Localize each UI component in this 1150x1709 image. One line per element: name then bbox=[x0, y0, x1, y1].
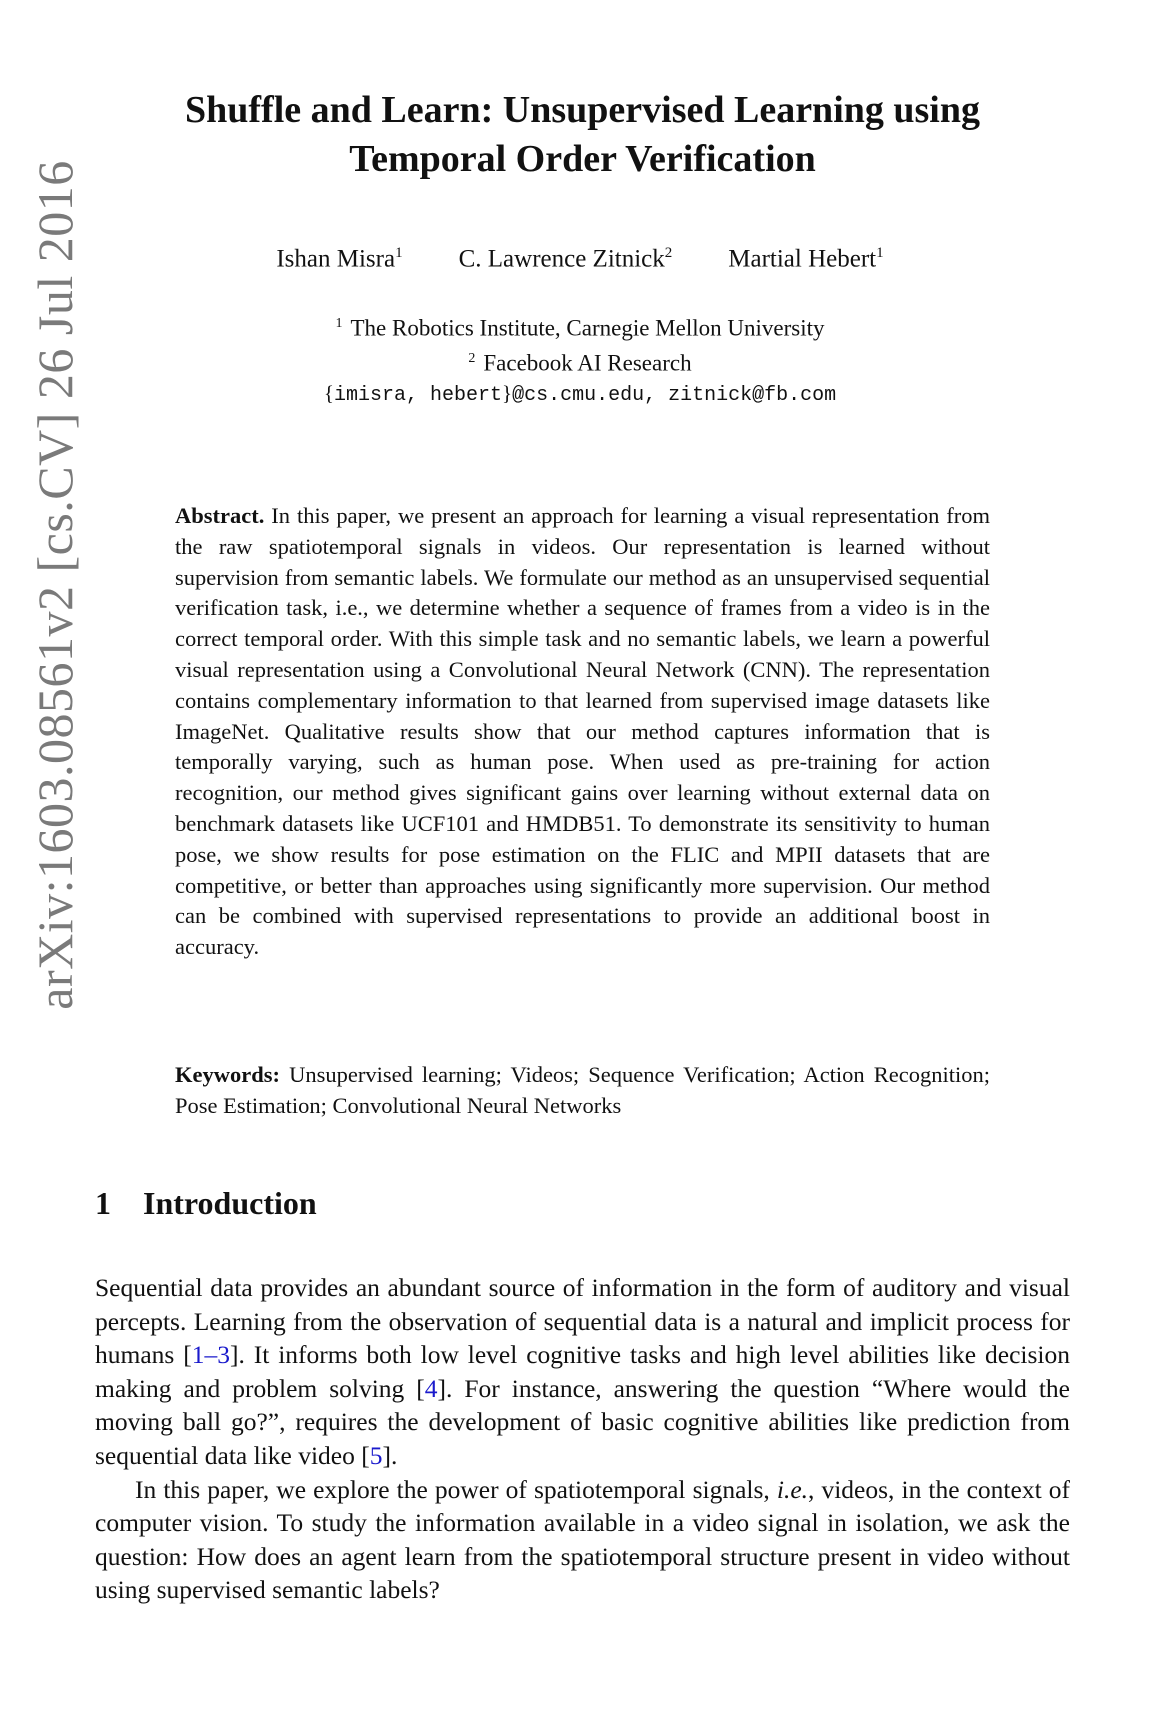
intro-body bbox=[95, 1271, 1070, 1607]
author-affil-mark: 1 bbox=[395, 245, 403, 261]
author-name: Ishan Misra bbox=[276, 245, 396, 273]
keywords bbox=[175, 1059, 990, 1121]
email-domains: @cs.cmu.edu, zitnick@fb.com bbox=[512, 384, 837, 408]
title-line-1: Shuffle and Learn: Unsupervised Learning using bbox=[185, 89, 980, 131]
abstract-label: Abstract. bbox=[175, 503, 265, 528]
abstract bbox=[175, 501, 990, 963]
text-run: ]. For instance, answering the question “Where would the moving ball go?”, requires the development of basic cognitive abilities like prediction from sequential data like video [ bbox=[95, 1373, 1070, 1470]
email-line bbox=[150, 378, 1010, 411]
paper-title bbox=[95, 86, 1070, 184]
affiliation-mark: 2 bbox=[468, 350, 476, 366]
section-title: Introduction bbox=[143, 1185, 317, 1221]
citation-link[interactable]: 4 bbox=[424, 1373, 438, 1403]
affiliation bbox=[150, 309, 1010, 344]
affiliation-mark: 1 bbox=[335, 316, 343, 331]
author bbox=[459, 245, 673, 273]
author-list bbox=[150, 245, 1010, 273]
intro-paragraph-2 bbox=[95, 1473, 1070, 1607]
intro-paragraph-1 bbox=[95, 1271, 1070, 1473]
citation-link[interactable]: 5 bbox=[369, 1440, 383, 1470]
affiliations bbox=[150, 309, 1010, 411]
text-run: In this paper, we explore the power of spatiotemporal signals, bbox=[135, 1474, 777, 1504]
arxiv-stamp bbox=[10, 90, 100, 1080]
abstract-text: In this paper, we present an approach for learning a visual representation from the raw spatiotemporal signals in videos. Our representation is learned without supervision from semantic labels. We formulate our method as an unsupervised sequential verification task, i.e., we determine whether a sequence of frames from a video is in the correct temporal order. With this simple task and no semantic labels, we learn a powerful visual representation using a Convolutional Neural Network (CNN). The representation contains complementary information to that learned from supervised image datasets like ImageNet. Qualitative results show that our method captures information that is temporally varying, such as human pose. When used as pre-training for action recognition, our method gives significant gains over learning without external data on benchmark datasets like UCF101 and HMDB51. To demonstrate its sensitivity to human pose, we show results for pose estimation on the FLIC and MPII datasets that are competitive, or better than approaches using significantly more supervision. Our method can be combined with supervised representations to provide an additional boost in accuracy. bbox=[175, 503, 991, 960]
email-brace-close: } bbox=[501, 381, 513, 406]
section-heading bbox=[95, 1185, 317, 1222]
text-run: Sequential data provides an abundant source of information in the form of auditory and visual percepts. Learning from the observation of sequential data is a natural and implicit process for humans [ bbox=[95, 1273, 1070, 1370]
text-run: , videos, in the context of computer vision. To study the information available in a video signal in isolation, we ask the question: How does an agent learn from the spatiotemporal structure present in video without using supervised semantic labels? bbox=[95, 1474, 1070, 1605]
email-brace-open: { bbox=[323, 381, 334, 406]
author-affil-mark: 2 bbox=[664, 245, 673, 261]
affiliation bbox=[150, 344, 1010, 379]
author bbox=[276, 245, 402, 273]
affiliation-text: The Robotics Institute, Carnegie Mellon University bbox=[350, 315, 825, 341]
title-line-2: Temporal Order Verification bbox=[349, 138, 816, 180]
text-run: ]. bbox=[382, 1440, 398, 1470]
affiliation-text: Facebook AI Research bbox=[483, 350, 692, 376]
keywords-text: Unsupervised learning; Videos; Sequence Verification; Action Recognition; Pose Estimation; Convolutional Neural Networks bbox=[175, 1062, 991, 1118]
keywords-label: Keywords: bbox=[175, 1062, 280, 1087]
author-name: C. Lawrence Zitnick bbox=[458, 245, 665, 273]
author-name: Martial Hebert bbox=[728, 245, 877, 273]
citation-link[interactable]: 1–3 bbox=[191, 1340, 230, 1370]
section-number: 1 bbox=[95, 1185, 111, 1221]
arxiv-stamp-text: arXiv:1603.08561v2 [cs.CV] 26 Jul 2016 bbox=[27, 160, 83, 1010]
email-names: imisra, hebert bbox=[333, 384, 502, 408]
text-run: ]. It informs both low level cognitive tasks and high level abilities like decision making and problem solving [ bbox=[95, 1340, 1070, 1403]
italic-ie: i.e. bbox=[776, 1474, 809, 1504]
author-affil-mark: 1 bbox=[876, 245, 884, 261]
author bbox=[728, 245, 883, 273]
